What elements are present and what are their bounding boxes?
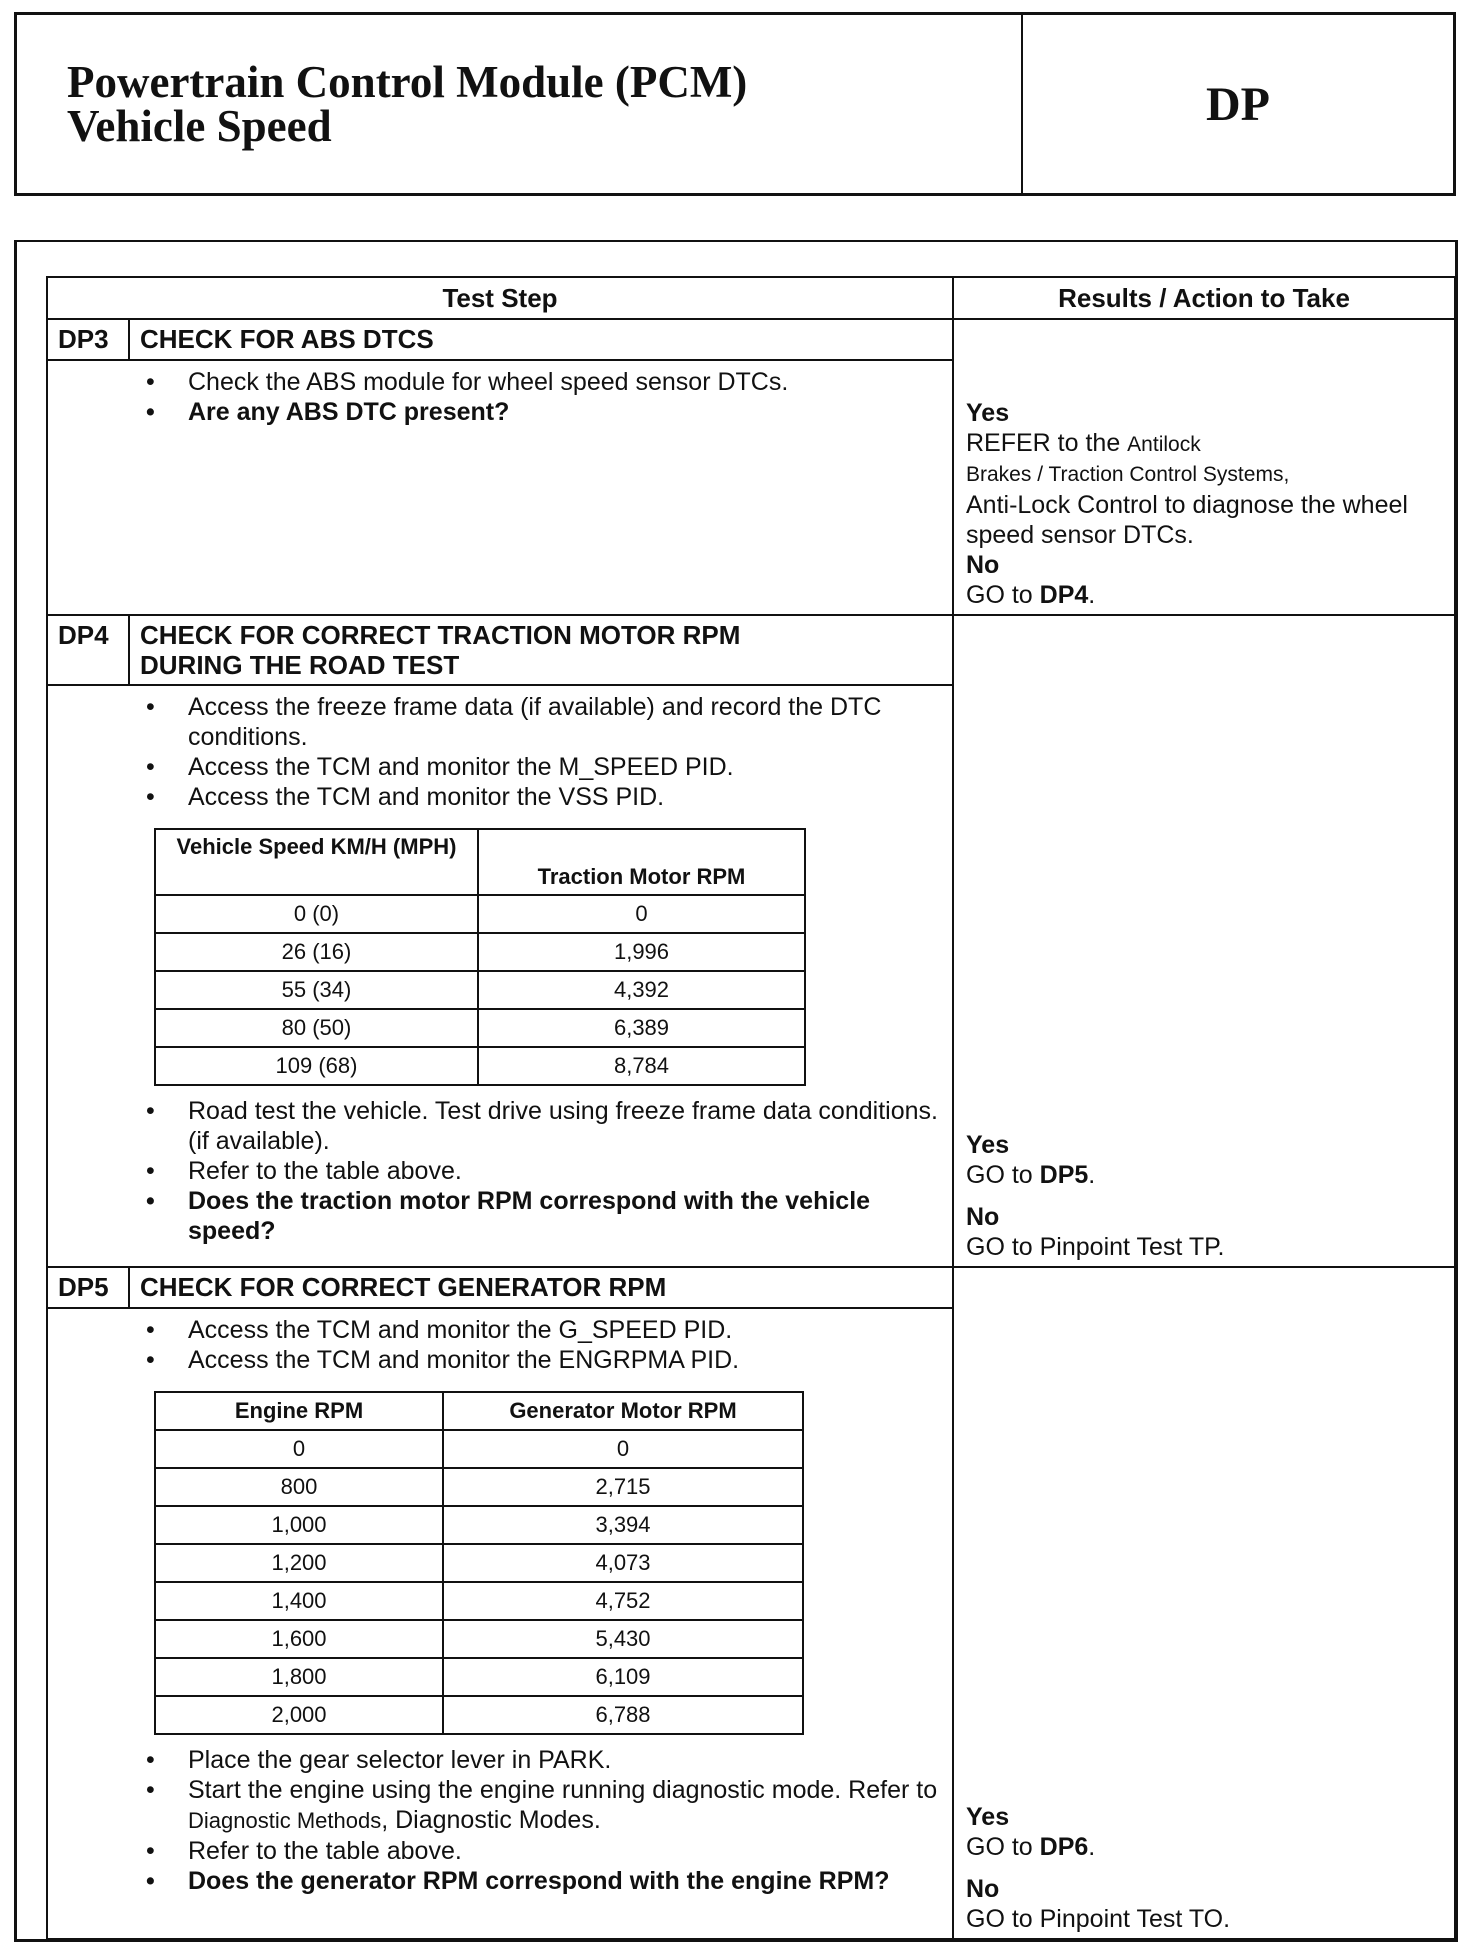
header-results: Results / Action to Take (953, 277, 1455, 319)
instruction: • Access the freeze frame data (if available) and record the DTC conditions. (146, 692, 952, 752)
yes-text: GO to (966, 1833, 1040, 1861)
instruction: • Refer to the table above. (146, 1836, 952, 1866)
step-instructions (48, 361, 952, 427)
step-heading (48, 616, 952, 686)
instruction: • Road test the vehicle. Test drive using freeze frame data conditions. (if available). (146, 1096, 952, 1156)
goto-link-to[interactable]: GO to Pinpoint Test TO. (966, 1905, 1231, 1933)
vehicle-speed-rpm-table (154, 828, 806, 1086)
question: • Does the traction motor RPM correspond with the vehicle speed? (146, 1186, 952, 1246)
cell: 109 (68) (155, 1047, 478, 1085)
step-title: CHECK FOR ABS DTCS (140, 324, 434, 354)
title-line-2: Vehicle Speed (67, 101, 332, 151)
goto-link-dp4[interactable]: DP4 (1039, 581, 1089, 609)
cell: 1,400 (155, 1582, 443, 1620)
step-instructions (48, 1745, 952, 1896)
table-row (155, 1468, 803, 1506)
step-cell (47, 615, 953, 1267)
page-header (14, 12, 1456, 196)
question: • Are any ABS DTC present? (146, 397, 952, 427)
no-text: GO to (966, 581, 1040, 609)
yes-label: Yes (966, 1131, 1010, 1159)
cell: 800 (155, 1468, 443, 1506)
column-header: Engine RPM (155, 1392, 443, 1430)
cell: 80 (50) (155, 1009, 478, 1047)
table-row (155, 933, 805, 971)
results-cell (953, 1267, 1455, 1939)
instruction: • Access the TCM and monitor the M_SPEED PID. (146, 752, 952, 782)
step-heading (48, 320, 952, 361)
no-label: No (966, 1875, 1000, 1903)
cell: 3,394 (443, 1506, 803, 1544)
cell: 0 (443, 1430, 803, 1468)
step-title: CHECK FOR CORRECT GENERATOR RPM (140, 1272, 667, 1302)
instruction-text: , Diagnostic Modes. (381, 1806, 601, 1834)
step-row-dp4 (47, 615, 1455, 1267)
step-instructions (48, 1096, 952, 1246)
table-row (155, 1544, 803, 1582)
cell: 6,389 (478, 1009, 805, 1047)
table-row (155, 1582, 803, 1620)
results-block (954, 398, 1454, 614)
instruction (146, 1775, 952, 1836)
step-heading (48, 1268, 952, 1309)
cell: 4,073 (443, 1544, 803, 1582)
step-title (130, 616, 750, 684)
cell: 0 (155, 1430, 443, 1468)
cell: 0 (0) (155, 895, 478, 933)
instruction: • Check the ABS module for wheel speed sensor DTCs. (146, 367, 952, 397)
step-row-dp5 (47, 1267, 1455, 1939)
header-test-step: Test Step (47, 277, 953, 319)
column-header: Generator Motor RPM (443, 1392, 803, 1430)
test-step-table (46, 276, 1456, 1940)
reference-link[interactable]: Antilock (1127, 433, 1201, 456)
goto-link-dp6[interactable]: DP6 (1039, 1833, 1089, 1861)
table-row (155, 1658, 803, 1696)
cell: 4,752 (443, 1582, 803, 1620)
step-cell (47, 319, 953, 615)
no-label: No (966, 551, 1000, 579)
yes-text: REFER to the (966, 429, 1128, 457)
cell: 26 (16) (155, 933, 478, 971)
reference-link[interactable]: Diagnostic Methods (188, 1808, 382, 1833)
step-title-line: DURING THE ROAD TEST (140, 650, 460, 680)
page-title (17, 15, 1023, 193)
step-row-dp3 (47, 319, 1455, 615)
table-row (155, 1047, 805, 1085)
results-block (954, 1802, 1454, 1938)
step-title-line: CHECK FOR CORRECT TRACTION MOTOR RPM (140, 620, 741, 650)
goto-link-dp5[interactable]: DP5 (1039, 1161, 1089, 1189)
results-cell (953, 615, 1455, 1267)
reference-link[interactable]: Brakes / Traction Control Systems, (966, 463, 1290, 486)
instruction: • Access the TCM and monitor the VSS PID. (146, 782, 952, 812)
cell: 6,109 (443, 1658, 803, 1696)
step-instructions (48, 1309, 952, 1375)
cell: 5,430 (443, 1620, 803, 1658)
results-block (954, 1130, 1454, 1266)
cell: 1,996 (478, 933, 805, 971)
instruction: • Access the TCM and monitor the ENGRPMA PID. (146, 1345, 952, 1375)
cell: 6,788 (443, 1696, 803, 1734)
step-id: DP5 (48, 1268, 130, 1307)
table-row (155, 1506, 803, 1544)
cell: 2,000 (155, 1696, 443, 1734)
cell: 1,600 (155, 1620, 443, 1658)
question: • Does the generator RPM correspond with the engine RPM? (146, 1866, 952, 1896)
instruction: • Refer to the table above. (146, 1156, 952, 1186)
table-row (155, 895, 805, 933)
table-header-row (47, 277, 1455, 319)
title-line-1: Powertrain Control Module (PCM) (67, 57, 748, 107)
cell: 1,200 (155, 1544, 443, 1582)
yes-text: Anti-Lock Control to diagnose the wheel speed sensor DTCs. (966, 491, 1408, 549)
yes-text: GO to (966, 1161, 1040, 1189)
cell: 2,715 (443, 1468, 803, 1506)
no-label: No (966, 1203, 1000, 1231)
cell: 4,392 (478, 971, 805, 1009)
instruction: • Access the TCM and monitor the G_SPEED PID. (146, 1315, 952, 1345)
step-instructions (48, 686, 952, 812)
step-id: DP4 (48, 616, 130, 684)
table-row (155, 971, 805, 1009)
results-cell (953, 319, 1455, 615)
cell: 55 (34) (155, 971, 478, 1009)
punct: . (1088, 1161, 1096, 1189)
section-code: DP (1206, 77, 1270, 131)
goto-link-tp[interactable]: GO to Pinpoint Test TP. (966, 1233, 1225, 1261)
yes-label: Yes (966, 1803, 1010, 1831)
cell: 1,000 (155, 1506, 443, 1544)
cell: 0 (478, 895, 805, 933)
table-row (155, 1620, 803, 1658)
table-row (155, 1696, 803, 1734)
instruction: • Place the gear selector lever in PARK. (146, 1745, 952, 1775)
table-row (155, 1430, 803, 1468)
column-header: Traction Motor RPM (478, 829, 805, 895)
cell: 8,784 (478, 1047, 805, 1085)
cell: 1,800 (155, 1658, 443, 1696)
step-cell (47, 1267, 953, 1939)
engine-generator-rpm-table (154, 1391, 804, 1735)
table-row (155, 1009, 805, 1047)
step-id: DP3 (48, 320, 130, 359)
column-header: Vehicle Speed KM/H (MPH) (155, 829, 478, 895)
instruction-text: Start the engine using the engine running diagnostic mode. Refer to (188, 1776, 938, 1804)
punct: . (1088, 581, 1096, 609)
yes-label: Yes (966, 399, 1010, 427)
punct: . (1088, 1833, 1096, 1861)
